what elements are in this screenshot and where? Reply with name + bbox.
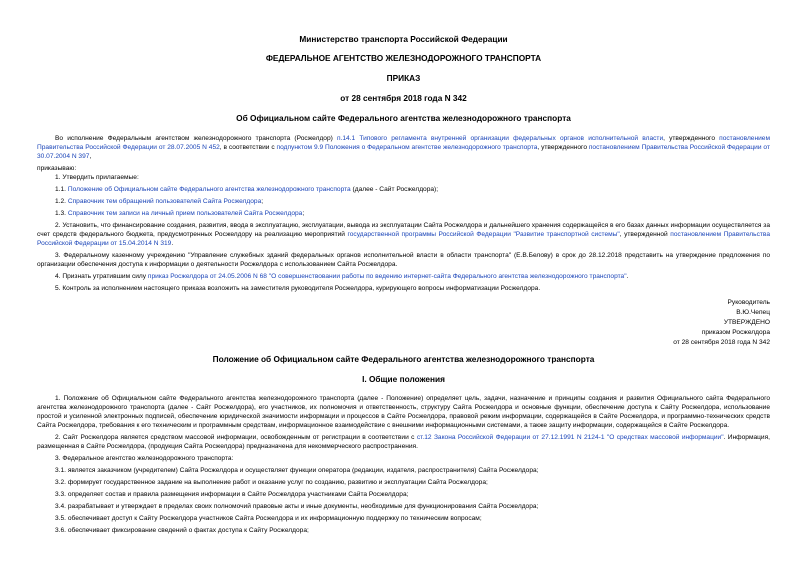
signature-position: Руководитель <box>727 299 770 306</box>
regulation-item-3-6: 3.6. обеспечивает фиксирование сведений о фактах доступа к Сайту Росжелдора; <box>55 527 309 534</box>
item-1: 1. Утвердить прилагаемые: <box>55 174 139 181</box>
agency-heading: ФЕДЕРАЛЬНОЕ АГЕНТСТВО ЖЕЛЕЗНОДОРОЖНОГО ТРАНСПОРТА <box>265 53 542 63</box>
link-topics-appeals[interactable]: Справочник тем обращений пользователей Сайта Росжелдора <box>67 198 262 205</box>
preamble-text: Во исполнение Федеральным агентством железнодорожного транспорта (Росжелдор) <box>55 135 337 142</box>
link-order-68[interactable]: приказ Росжелдора от 24.05.2006 N 68 "О совершенствовании работы по ведению интернет-сайта Федерального агентства железнодорожного транспорта" <box>147 273 627 280</box>
regulation-item-3-1: 3.1. является заказчиком (учредителем) Сайта Росжелдора и осуществляет функции оператора (редакции, издателя, распространителя) Сайта Росжелдора; <box>55 467 539 474</box>
regulation-item-3: 3. Федеральное агентство железнодорожного транспорта: <box>55 455 234 462</box>
item-text: 2. Сайт Росжелдора является средством массовой информации, освобожденным от регистрации в соответствии с <box>55 434 417 441</box>
link-regulation-site[interactable]: Положение об Официальном сайте Федерального агентства железнодорожного транспорта <box>67 186 351 193</box>
item-1-1 <box>37 185 770 194</box>
link-subparagraph-9-9[interactable]: подпунктом 9.9 Положения о Федеральном агентстве железнодорожного транспорта <box>276 144 538 151</box>
approved-date: от 28 сентября 2018 года N 342 <box>673 339 770 346</box>
preamble-paragraph <box>37 134 770 161</box>
item-1-2 <box>37 197 770 206</box>
section-heading: I. Общие положения <box>362 374 445 384</box>
link-state-program[interactable]: государственной программы Российской Федерации "Развитие транспортной системы" <box>347 231 620 238</box>
item-text: 2. Установить, что финансирование создания, развития, ввода в эксплуатацию, эксплуатации, вывода из эксплуатации Сайта Росжелдора и дальнейшего хранения содержащейся в его базах данных информации осуществляется за счет средств федерального бюджета, предусмотренных Росжелдору на реализацию мероприятий <box>37 222 770 238</box>
link-decree-452[interactable]: постановлением Правительства Российской Федерации от 28.07.2005 N 452 <box>37 135 770 151</box>
orders-word: приказываю: <box>37 165 77 172</box>
link-typical-regulation[interactable]: п.14.1 Типового регламента внутренней организации федеральных органов исполнительной власти <box>336 135 664 142</box>
link-decree-397[interactable]: постановлением Правительства Российской Федерации от 30.07.2004 N 397 <box>37 144 770 160</box>
item-text: (далее - Сайт Росжелдора); <box>350 186 439 193</box>
order-date-number: от 28 сентября 2018 года N 342 <box>340 93 467 103</box>
item-4 <box>37 272 770 281</box>
preamble-text: , утвержденного <box>663 135 720 142</box>
preamble-text: , <box>89 153 92 160</box>
item-text: ; <box>302 210 305 217</box>
regulation-item-3-2: 3.2. формирует государственное задание на выполнение работ и оказание услуг по созданию, развитию и эксплуатации Сайта Росжелдора; <box>55 479 488 486</box>
item-text: . <box>171 240 174 247</box>
regulation-title: Положение об Официальном сайте Федерального агентства железнодорожного транспорта <box>212 354 595 364</box>
item-text: . Информация, размещенная в Сайте Росжелдора, (продукция Сайта Росжелдора) предназначена для некоммерческого распространения. <box>37 434 771 450</box>
preamble-text: , в соответствии с <box>219 144 277 151</box>
regulation-item-2 <box>37 433 770 451</box>
signature-name: В.Ю.Чепец <box>736 309 770 316</box>
item-text: ; <box>261 198 264 205</box>
item-text: 4. Признать утратившим силу <box>55 273 148 280</box>
regulation-item-3-5: 3.5. обеспечивает доступ к Сайту Росжелдора участников Сайта Росжелдора и их информационную поддержку по техническим вопросам; <box>55 515 482 522</box>
item-number: 1.1. <box>55 186 68 193</box>
item-text: . <box>626 273 629 280</box>
item-3: 3. Федеральному казенному учреждению "Управление служебных зданий федеральных органов исполнительной власти в области транспорта" (Е.В.Белову) в срок до 28.12.2018 представить на утверждение предложения по организации обеспечения доступа к информации о деятельности Росжелдора с использованием Сайта Росжелдора. <box>37 252 770 268</box>
order-heading: ПРИКАЗ <box>386 73 421 83</box>
order-title: Об Официальном сайте Федерального агентства железнодорожного транспорта <box>236 113 571 123</box>
item-5: 5. Контроль за исполнением настоящего приказа возложить на заместителя руководителя Росжелдора, курирующего вопросы информатизации Росжелдора. <box>55 285 541 292</box>
approved-by: приказом Росжелдора <box>701 329 770 336</box>
item-2 <box>37 221 770 248</box>
link-media-law[interactable]: ст.12 Закона Российской Федерации от 27.12.1991 N 2124-1 "О средствах массовой информации" <box>416 434 724 441</box>
approved-label: УТВЕРЖДЕНО <box>723 319 770 326</box>
link-decree-319[interactable]: постановлением Правительства Российской Федерации от 15.04.2014 N 319 <box>37 231 771 247</box>
link-topics-reception[interactable]: Справочник тем записи на личный прием пользователей Сайта Росжелдора <box>67 210 303 217</box>
preamble-text: , утвержденного <box>537 144 589 151</box>
ministry-heading: Министерство транспорта Российской Федерации <box>299 34 508 44</box>
regulation-item-3-3: 3.3. определяет состав и правила размещения информации в Сайте Росжелдора участниками Сайта Росжелдора; <box>55 491 409 498</box>
item-1-3 <box>37 209 770 218</box>
signature-block <box>37 298 770 348</box>
item-number: 1.2. <box>55 198 68 205</box>
item-number: 1.3. <box>55 210 68 217</box>
regulation-item-1: 1. Положение об Официальном сайте Федерального агентства железнодорожного транспорта (далее - Положение) определяет цель, задачи, назначение и принципы создания и развития Официального сайта Федерального агентства железнодорожного транспорта (далее - Сайт Росжелдора), его участников, их полномочия и ответственность, структуру Сайта Росжелдора и основные функции, обеспечение доступа к Сайту Росжелдора, использование простой и усиленной электронных подписей, обеспечение юридической значимости информации и процессов в Сайте Росжелдора, правовой режим информации, содержащейся в Сайте Росжелдора, и программно-технических средств Сайта Росжелдора, требования к его техническим и программным средствам, информационное взаимодействие с внешними информационными системами, а также защиту информации, содержащейся в Сайте Росжелдора. <box>37 395 770 429</box>
regulation-item-3-4: 3.4. разрабатывает и утверждает в пределах своих полномочий правовые акты и иные документы, необходимые для функционирования Сайта Росжелдора; <box>55 503 539 510</box>
item-text: , утвержденной <box>619 231 671 238</box>
